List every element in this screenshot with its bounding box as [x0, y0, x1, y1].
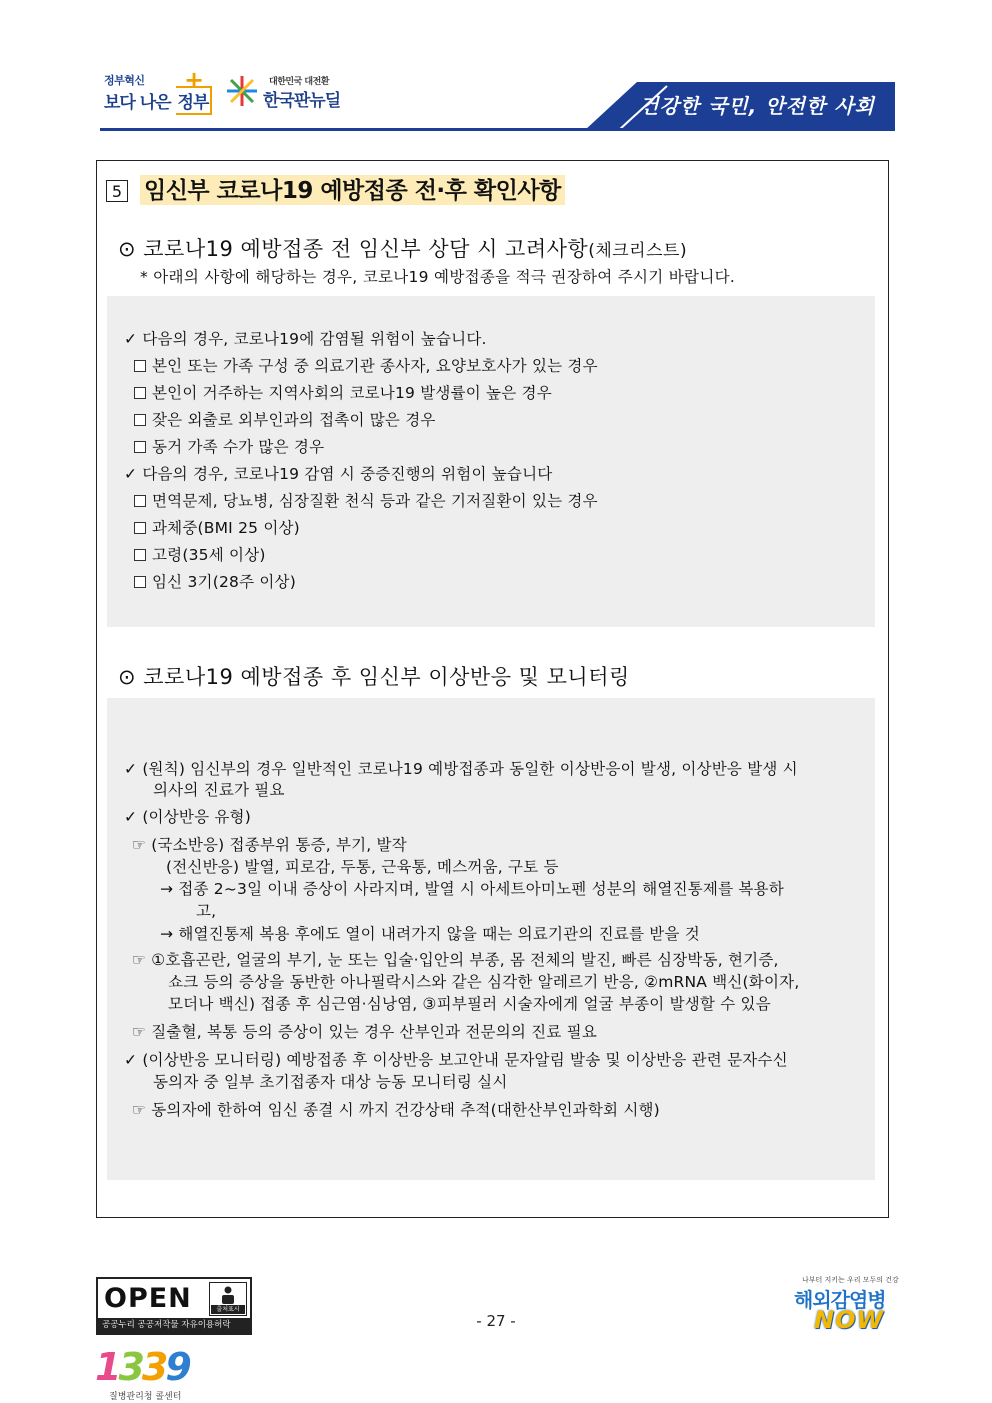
- section-title: 임신부 코로나19 예방접종 전·후 확인사항: [140, 175, 565, 205]
- person-icon: [221, 1286, 235, 1304]
- checkbox-icon: [134, 441, 146, 453]
- logo-1339-digits: 1339: [95, 1345, 189, 1389]
- monitoring-line: → 접종 2~3일 이내 증상이 사라지며, 발열 시 아세트아미노펜 성분의 해열진통제를 복용하: [160, 880, 784, 898]
- checklist-item: 동거 가족 수가 많은 경우: [134, 436, 324, 458]
- part2-title: ⊙ 코로나19 예방접종 후 임신부 이상반응 및 모니터링: [118, 665, 630, 689]
- part1-title-suffix: (체크리스트): [588, 241, 688, 261]
- checkbox-icon: [134, 387, 146, 399]
- gov-innovation-logo: [104, 66, 209, 118]
- monitoring-line: (전신반응) 발열, 피로감, 두통, 근육통, 메스꺼움, 구토 등: [166, 858, 559, 876]
- open-logo-word: OPEN: [104, 1283, 192, 1314]
- overseas-infection-now-logo: [792, 1275, 902, 1335]
- monitoring-line: 고,: [196, 902, 217, 920]
- checklist-heading-severe: ✓ 다음의 경우, 코로나19 감염 시 중증진행의 위험이 높습니다: [124, 465, 553, 483]
- newdeal-small-text: 대한민국 대전환: [269, 77, 329, 87]
- monitoring-line: ☞ 동의자에 한하여 임신 종결 시 까지 건강상태 추적(대한산부인과학회 시행): [132, 1101, 660, 1119]
- monitoring-line: ☞ (국소반응) 접종부위 통증, 부기, 발작: [132, 836, 407, 854]
- header-divider: [100, 128, 895, 131]
- attribution-caption: 출처표시: [211, 1305, 245, 1314]
- monitoring-line: ✓ (이상반응 모니터링) 예방접종 후 이상반응 보고안내 문자알림 발송 및 이상반응 관련 문자수신: [124, 1051, 788, 1069]
- checkbox-icon: [134, 414, 146, 426]
- checkbox-icon: [134, 549, 146, 561]
- monitoring-line: ☞ 질출혈, 복통 등의 증상이 있는 경우 산부인과 전문의의 진료 필요: [132, 1023, 597, 1041]
- logo-1339-caption: 질병관리청 콜센터: [109, 1392, 182, 1402]
- spark-icon: [225, 74, 259, 108]
- monitoring-line: 의사의 진료가 필요: [153, 781, 285, 799]
- checklist-item: 고령(35세 이상): [134, 544, 266, 566]
- overseas-logo-main: 해외감염병: [794, 1288, 886, 1312]
- kogl-caption: 공공누리 공공저작물 자유이용허락: [98, 1318, 250, 1333]
- checkbox-icon: [134, 576, 146, 588]
- monitoring-line: → 해열진통제 복용 후에도 열이 내려가지 않을 때는 의료기관의 진료를 받을 것: [160, 925, 700, 943]
- checkbox-icon: [134, 522, 146, 534]
- header-slogan: 건강한 국민, 안전한 사회: [639, 94, 875, 118]
- monitoring-line: ☞ ①호흡곤란, 얼굴의 부기, 눈 또는 입술·입안의 부종, 몸 전체의 발진, 빠른 심장박동, 현기증,: [132, 951, 779, 969]
- kogl-open-logo: [96, 1277, 252, 1335]
- monitoring-line: ✓ (원칙) 임신부의 경우 일반적인 코로나19 예방접종과 동일한 이상반응이 발생, 이상반응 발생 시: [124, 760, 798, 778]
- checklist-item: 과체중(BMI 25 이상): [134, 517, 300, 539]
- attribution-badge: [209, 1282, 247, 1316]
- newdeal-main-text: 한국판뉴딜: [263, 91, 341, 111]
- plus-icon: +: [184, 66, 205, 94]
- monitoring-line: ✓ (이상반응 유형): [124, 808, 251, 826]
- checkbox-icon: [134, 360, 146, 372]
- gov-logo-small-text: 정부혁신: [104, 74, 145, 87]
- korean-new-deal-logo: [225, 74, 365, 114]
- checklist-item: 면역문제, 당뇨병, 심장질환 천식 등과 같은 기저질환이 있는 경우: [134, 490, 598, 512]
- monitoring-line: 쇼크 등의 증상을 동반한 아나필락시스와 같은 심각한 알레르기 반응, ②mRNA 백신(화이자,: [168, 973, 800, 991]
- checklist-item: 본인이 거주하는 지역사회의 코로나19 발생률이 높은 경우: [134, 382, 552, 404]
- checklist-heading-infection: ✓ 다음의 경우, 코로나19에 감염될 위험이 높습니다.: [124, 330, 487, 348]
- checklist-item: 본인 또는 가족 구성 중 의료기관 종사자, 요양보호사가 있는 경우: [134, 355, 598, 377]
- monitoring-line: 동의자 중 일부 초기접종자 대상 능동 모니터링 실시: [153, 1073, 508, 1091]
- gov-logo-boxed-text: 정부: [176, 86, 213, 115]
- checklist-item: 임신 3기(28주 이상): [134, 571, 296, 593]
- page-number: - 27 -: [476, 1312, 516, 1330]
- section-number: 5: [106, 180, 128, 202]
- checklist-item: 잦은 외출로 외부인과의 접촉이 많은 경우: [134, 409, 436, 431]
- part1-title: ⊙ 코로나19 예방접종 전 임신부 상담 시 고려사항(체크리스트): [118, 237, 688, 261]
- overseas-logo-now: NOW: [814, 1306, 884, 1334]
- overseas-logo-tagline: 나부터 지키는 우리 모두의 건강: [802, 1276, 899, 1284]
- kdca-1339-logo: [95, 1345, 205, 1403]
- checkbox-icon: [134, 495, 146, 507]
- part1-note: * 아래의 사항에 해당하는 경우, 코로나19 예방접종을 적극 권장하여 주시기 바랍니다.: [140, 268, 736, 286]
- monitoring-line: 모더나 백신) 접종 후 심근염·심낭염, ③피부필러 시술자에게 얼굴 부종이 발생할 수 있음: [168, 995, 771, 1013]
- gov-logo-main-text: 보다 나은 정부: [104, 86, 212, 115]
